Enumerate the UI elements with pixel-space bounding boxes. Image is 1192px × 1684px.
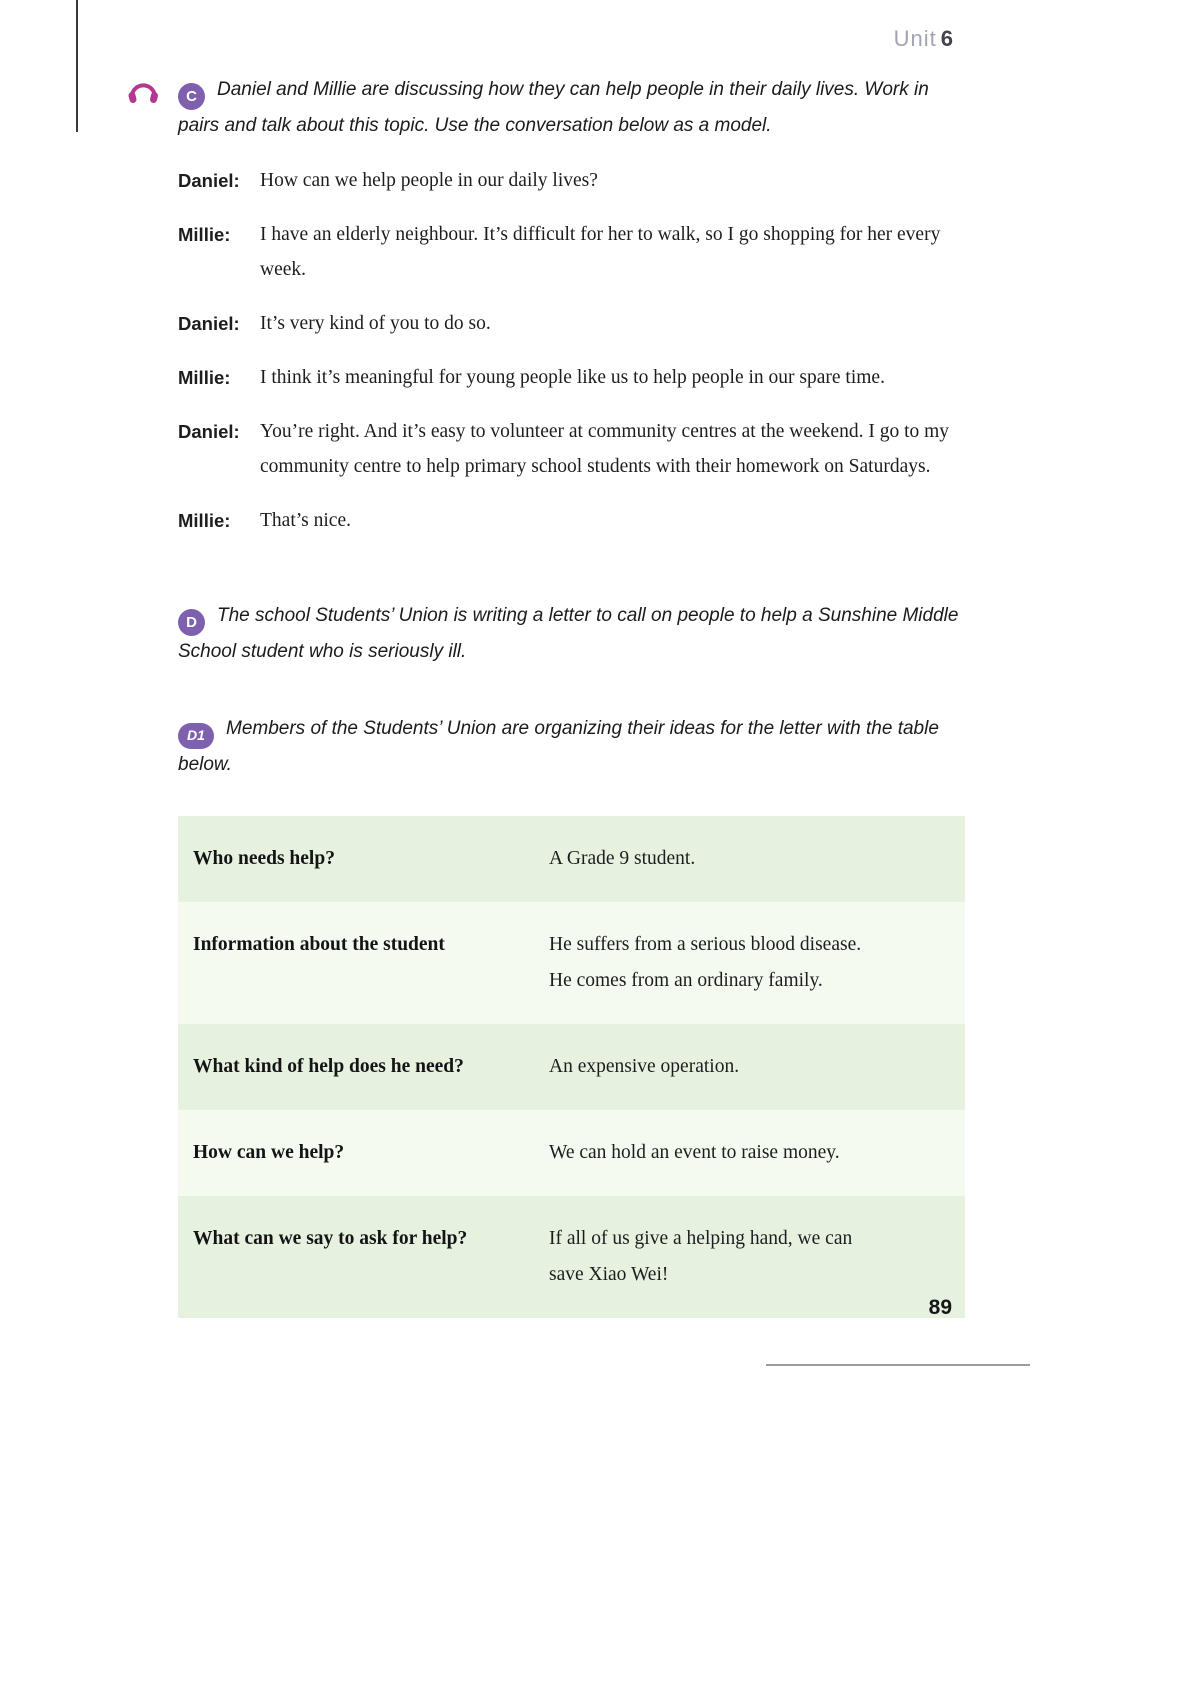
section-d-badge: D: [178, 609, 205, 636]
section-d-instruction: The school Students’ Union is writing a letter to call on people to help a Sunshine Middle School student who is seriously ill.: [178, 605, 959, 662]
table-answer: [549, 1135, 965, 1171]
dialogue-turn: [178, 414, 965, 484]
unit-label: Unit: [893, 26, 937, 51]
table-answer: [549, 1221, 965, 1293]
section-c-instruction: Daniel and Millie are discussing how they can help people in their daily lives. Work in pairs and talk about this topic. Use the conversation below as a model.: [178, 79, 929, 136]
table-row: [178, 902, 965, 1024]
speaker-label: Millie:: [178, 224, 231, 245]
table-row: [178, 1196, 965, 1318]
footer-rule: [766, 1364, 1030, 1366]
table-answer: [549, 927, 965, 999]
table-question: Information about the student: [193, 933, 445, 955]
answer-line: If all of us give a helping hand, we can: [549, 1227, 853, 1249]
table-answer: [549, 1049, 965, 1085]
speaker-label: Daniel:: [178, 170, 240, 191]
dialogue-turn: [178, 163, 965, 198]
dialogue: [178, 163, 965, 538]
section-c-badge: C: [178, 83, 205, 110]
dialogue-turn: [178, 503, 965, 538]
dialogue-text: That’s nice.: [260, 510, 351, 531]
dialogue-turn: [178, 360, 965, 395]
table-question: What can we say to ask for help?: [193, 1227, 468, 1249]
ideas-table: [178, 816, 965, 1318]
unit-header: [894, 26, 954, 52]
answer-line: He comes from an ordinary family.: [549, 969, 823, 991]
dialogue-text: You’re right. And it’s easy to volunteer at community centres at the weekend. I go to my community centre to help primary school students with their homework on Saturdays.: [260, 421, 950, 477]
table-row: [178, 1110, 965, 1196]
unit-number: 6: [940, 26, 954, 51]
answer-line: We can hold an event to raise money.: [549, 1141, 840, 1163]
table-row: [178, 1024, 965, 1110]
speaker-label: Millie:: [178, 510, 231, 531]
section-d1-header: [178, 713, 965, 780]
table-question: Who needs help?: [193, 847, 335, 869]
dialogue-turn: [178, 306, 965, 341]
speaker-label: Millie:: [178, 367, 231, 388]
section-d-header: [178, 600, 965, 667]
section-d1-badge: D1: [178, 723, 214, 749]
dialogue-turn: [178, 217, 965, 287]
page-content: [178, 74, 965, 1318]
table-question: What kind of help does he need?: [193, 1055, 464, 1077]
page-number: 89: [928, 1296, 952, 1319]
headphones-icon: [126, 76, 160, 106]
section-d1-instruction: Members of the Students’ Union are organizing their ideas for the letter with the table below.: [178, 718, 939, 775]
answer-line: A Grade 9 student.: [549, 847, 696, 869]
page-edge-line: [76, 0, 78, 132]
dialogue-text: How can we help people in our daily lives?: [260, 170, 598, 191]
speaker-label: Daniel:: [178, 313, 240, 334]
dialogue-text: I think it’s meaningful for young people like us to help people in our spare time.: [260, 367, 885, 388]
dialogue-text: It’s very kind of you to do so.: [260, 313, 491, 334]
section-c-header: [178, 74, 965, 141]
table-answer: [549, 841, 965, 877]
table-row: [178, 816, 965, 902]
answer-line: An expensive operation.: [549, 1055, 740, 1077]
answer-line: He suffers from a serious blood disease.: [549, 933, 862, 955]
speaker-label: Daniel:: [178, 421, 240, 442]
dialogue-text: I have an elderly neighbour. It’s difficult for her to walk, so I go shopping for her every week.: [260, 224, 941, 280]
table-question: How can we help?: [193, 1141, 345, 1163]
answer-line: save Xiao Wei!: [549, 1263, 669, 1285]
